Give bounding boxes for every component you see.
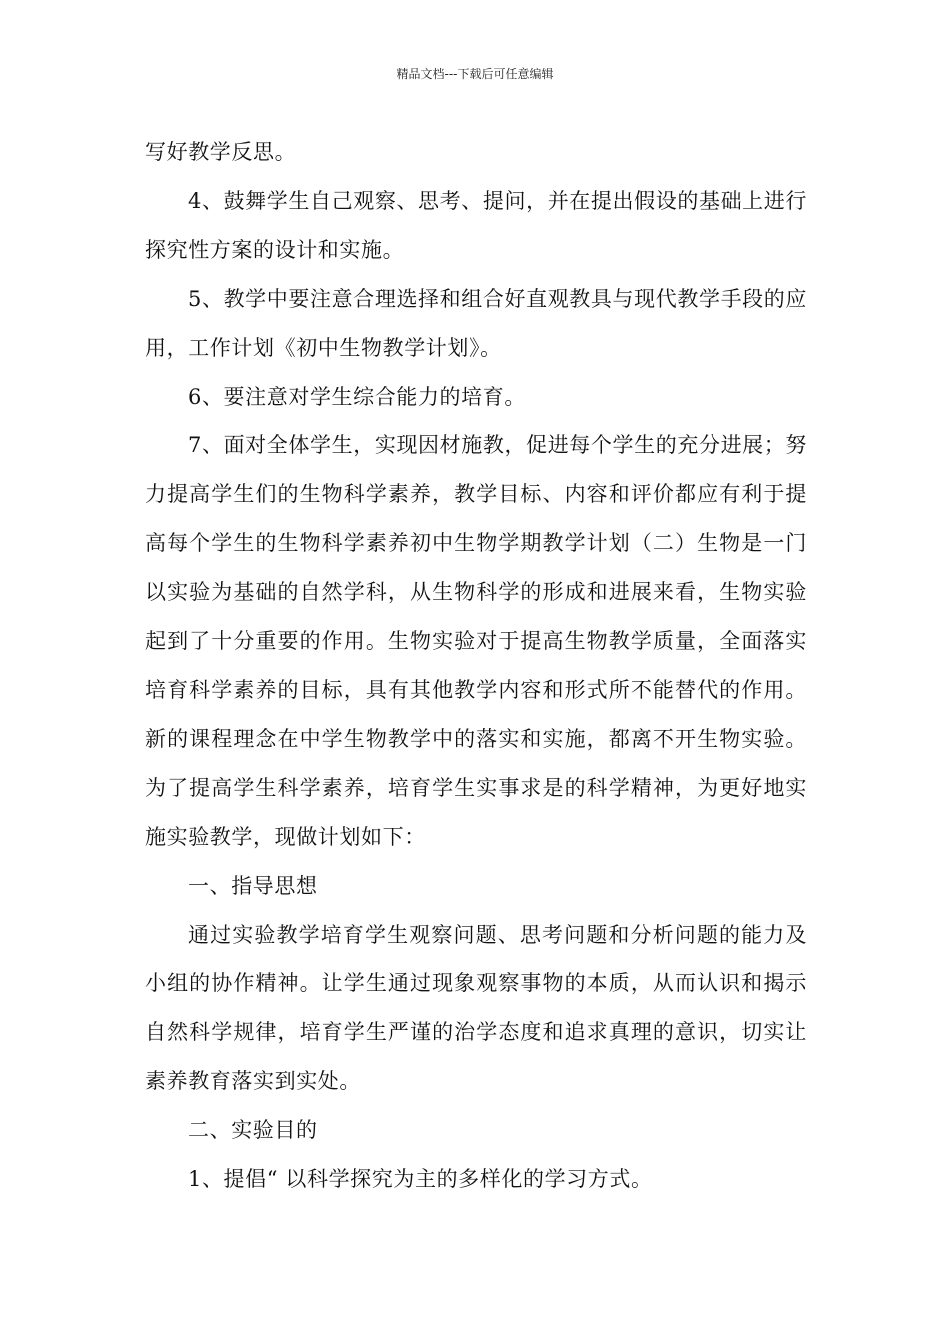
paragraph-item-6: 6、要注意对学生综合能力的培育。 <box>188 384 526 409</box>
paragraph-item-4: 4、鼓舞学生自己观察、思考、提问，并在提出假设的基础上进行探究性方案的设计和实施。 <box>145 188 807 262</box>
page-header: 精品文档---下载后可任意编辑 <box>396 67 554 81</box>
section-heading-guiding-ideology: 一、指导思想 <box>188 873 318 898</box>
paragraph-purpose-item-1: 1、提倡“ 以科学探究为主的多样化的学习方式。 <box>188 1167 653 1192</box>
paragraph-item-7: 7、面对全体学生，实现因材施教，促进每个学生的充分进展；努力提高学生们的生物科学素养，教学目标、内容和评价都应有利于提高每个学生的生物科学素养初中生物学期教学计划（二）生物是一门以实验为基础的自然学科，从生物科学的形成和进展来看，生物实验起到了十分重要的作用。生物实验对于提高生物教学质量，全面落实培育科学素养的目标，具有其他教学内容和形式所不能替代的作用。新的课程理念在中学生物教学中的落实和实施，都离不开生物实验。为了提高学生科学素养，培育学生实事求是的科学精神，为更好地实施实验教学，现做计划如下： <box>145 433 807 849</box>
paragraph-reflection: 写好教学反思。 <box>145 140 297 164</box>
section-heading-experiment-purpose: 二、实验目的 <box>188 1118 318 1143</box>
document-body <box>145 128 807 1204</box>
paragraph-guiding-ideology: 通过实验教学培育学生观察问题、思考问题和分析问题的能力及小组的协作精神。让学生通过现象观察事物的本质，从而认识和揭示自然科学规律，培育学生严谨的治学态度和追求真理的意识，切实让素养教育落实到实处。 <box>145 922 807 1094</box>
paragraph-item-5: 5、教学中要注意合理选择和组合好直观教具与现代教学手段的应用，工作计划《初中生物教学计划》。 <box>145 286 807 360</box>
